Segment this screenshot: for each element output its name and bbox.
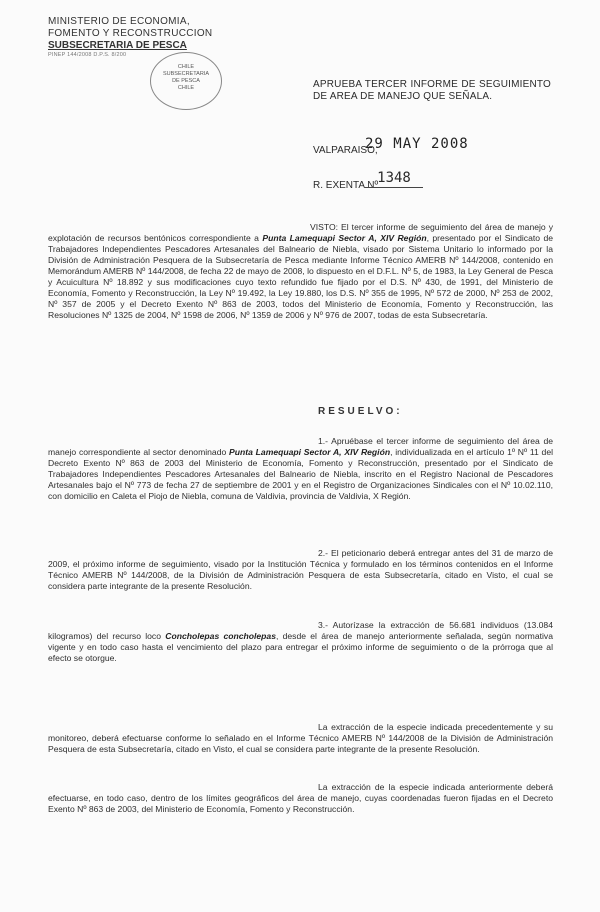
letterhead	[48, 16, 248, 59]
item3-rest: , desde el área de manejo anteriormente señalada, según normativa vigente y en todo caso hasta el vencimiento del plazo para entregar el próximo informe de seguimiento o de la prórroga que al efecto se otorgue.	[48, 631, 553, 664]
resolution-item-5: La extracción de la especie indicada anteriormente deberá efectuarse, en todo caso, dentro de los límites geográficos del área de manejo, cuyas coordenadas fueron fijadas en el Decreto Exento Nº 863 de 2003, del Ministerio de Economía, Fomento y Reconstrucción.	[48, 782, 553, 815]
visto-intro: VISTO: El tercer informe de seguimiento del área de manejo y explotación de recursos bentónicos correspondiente a	[48, 222, 553, 244]
exenta-number: 1348	[365, 170, 423, 188]
date-stamp: 29 MAY 2008	[365, 136, 469, 152]
item3-species: Concholepas concholepas	[165, 631, 276, 642]
resuelvo-heading: RESUELVO:	[318, 406, 403, 417]
official-seal	[150, 52, 222, 110]
item1-intro: 1.- Apruébase el tercer informe de seguimiento del área de manejo correspondiente al sector denominado	[48, 436, 553, 458]
resolution-title: APRUEBA TERCER INFORME DE SEGUIMIENTO DE AREA DE MANEJO QUE SEÑALA.	[313, 79, 551, 102]
resolution-item-2: 2.- El peticionario deberá entregar antes del 31 de marzo de 2009, el próximo informe de seguimiento, visado por la Institución Técnica y formulado en los términos contenidos en el Informe Técnico AMERB Nº 144/2008, de la División de Administración Pesquera de esta Subsecretaría, citado en Visto, el cual se considera parte integrante de la presente Resolución.	[48, 548, 553, 592]
visto-sector: Punta Lamequapi Sector A, XIV Región	[262, 233, 427, 244]
item1-rest: , individualizada en el artículo 1º Nº 11 del Decreto Exento Nº 863 de 2003 del Ministerio de Economía, Fomento y Reconstrucción, presentado por el Sindicato de Trabajadores Independientes Pescadores Artesanales del Balneario de Niebla, inscrito en el Registro Nacional de Pescadores Artesanales bajo el Nº 773 de fecha 27 de septiembre de 2001 y en el Registro de Organizaciones Sindicales con el Nº 10.02.110, con domicilio en Caleta el Piojo de Niebla, comuna de Valdivia, provincia de Valdivia, X Región.	[48, 447, 554, 502]
item1-sector: Punta Lamequapi Sector A, XIV Región	[229, 447, 391, 458]
item3-intro: 3.- Autorízase la extracción de 56.681 individuos (13.084 kilogramos) del recurso loco	[48, 620, 553, 642]
letterhead-ministry: MINISTERIO DE ECONOMIA,	[48, 16, 190, 27]
resolution-item-3	[48, 620, 553, 664]
letterhead-ministry-2: FOMENTO Y RECONSTRUCCION	[48, 28, 213, 39]
seal-text-4: CHILE	[177, 85, 195, 91]
visto-paragraph	[48, 222, 553, 321]
exenta-label: R. EXENTA Nº	[313, 180, 379, 191]
resolution-item-1	[48, 436, 553, 502]
seal-text-3: DE PESCA	[172, 78, 200, 84]
resolution-item-4: La extracción de la especie indicada precedentemente y su monitoreo, deberá efectuarse conforme lo señalado en el Informe Técnico AMERB Nº 144/2008 de la División de Administración Pesquera de esta Subsecretaría, citado en Visto, el cual se considera parte integrante de la presente Resolución.	[48, 722, 553, 755]
letterhead-subsecretaria: SUBSECRETARIA DE PESCA	[48, 40, 187, 51]
letterhead-reference: PINEP 144/2008 D.P.S. 8/200	[48, 52, 127, 58]
place-label: VALPARAISO,	[313, 145, 378, 156]
visto-rest: , presentado por el Sindicato de Trabajadores Independientes Pescadores Artesanales del Balneario de Niebla, visado por Sistema Unitario lo informado por la División de Administración Pesquera de la Subsecretaría de Pesca mediante Informe Técnico AMERB Nº 144/2008, contenido en Memorándum AMERB Nº 144/2008, de fecha 22 de mayo de 2008, lo dispuesto en el D.F.L. Nº 5, de 1983, la Ley General de Pesca y Acuicultura Nº 18.892 y sus modificaciones cuyo texto refundido fue fijado por el D.S. Nº 430, de 1991, del Ministerio de Economía, Fomento y Reconstrucción, la Ley Nº 19.492, la Ley 19.880, los D.S. Nº 355 de 1995, Nº 572 de 2000, Nº 253 de 2002, Nº 357 de 2005 y el Decreto Exento Nº 863 de 2003, todos del Ministerio de Economía, Fomento y Reconstrucción, las Resoluciones Nº 1325 de 2004, Nº 1598 de 2006, Nº 1359 de 2006 y Nº 976 de 2007, todas de esta Subsecretaría.	[48, 233, 554, 321]
seal-text-1: CHILE	[177, 64, 195, 70]
seal-text-2: SUBSECRETARIA	[162, 71, 210, 77]
